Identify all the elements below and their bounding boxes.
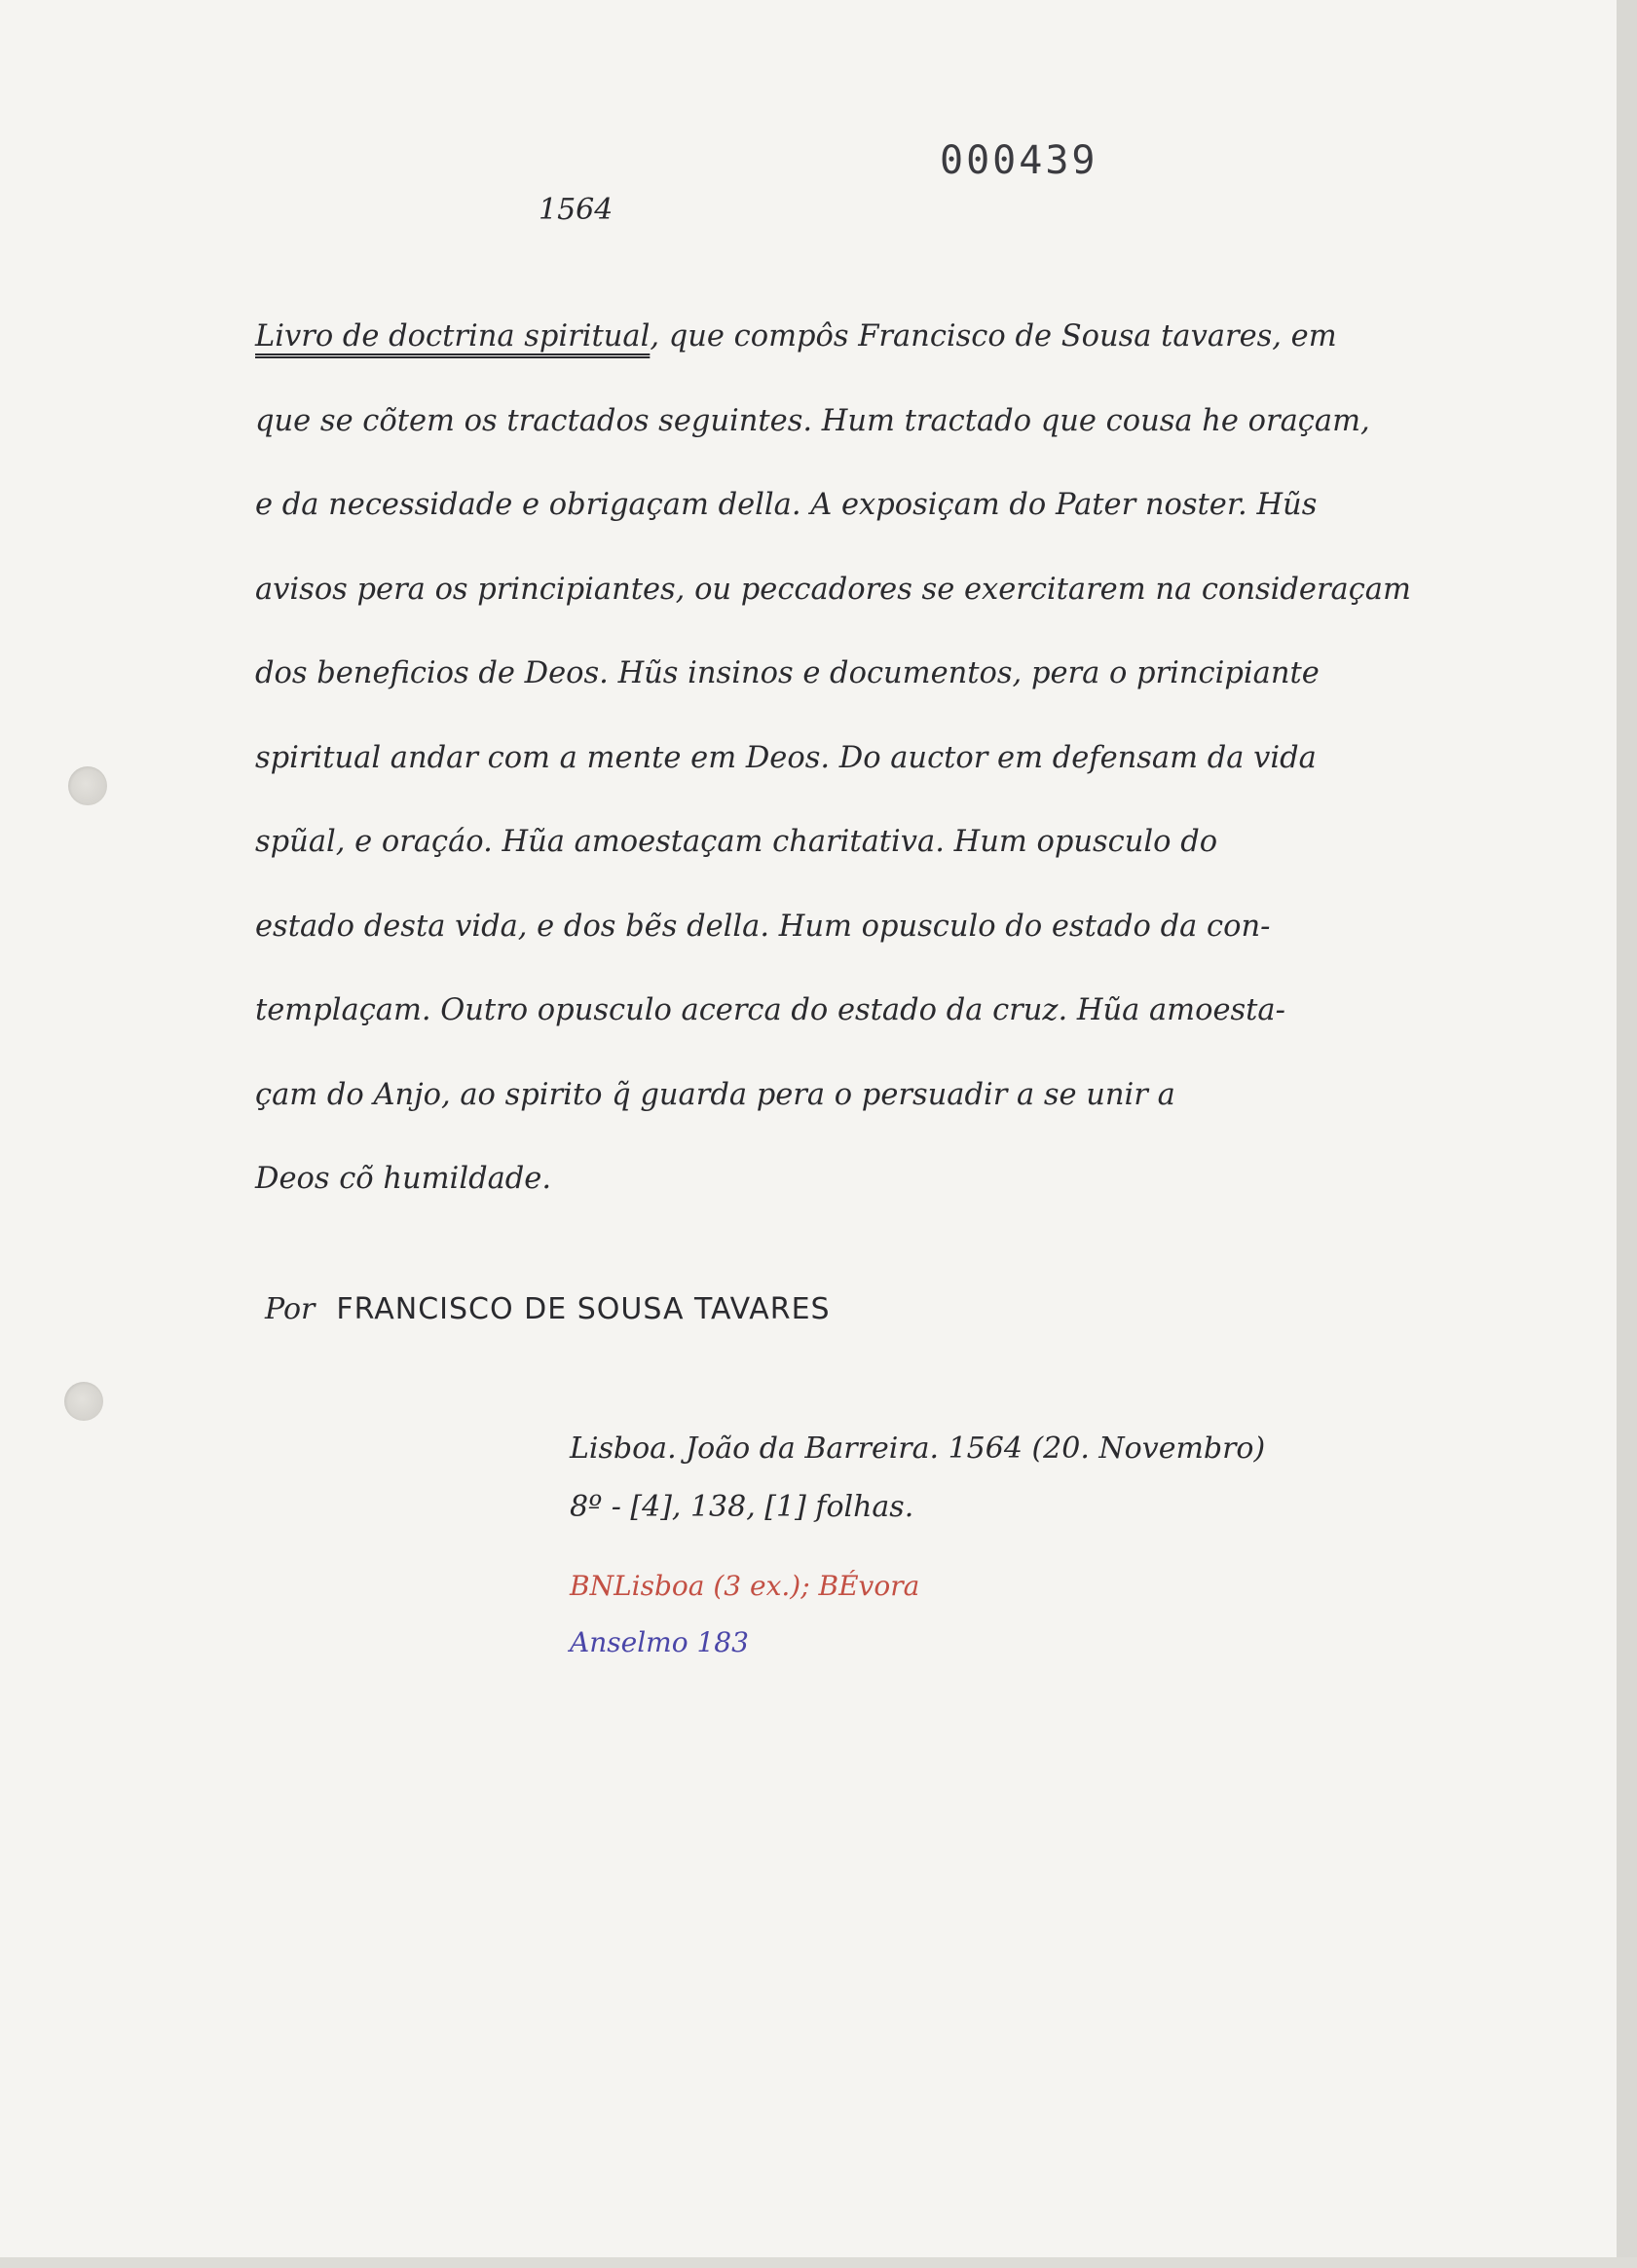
description-text: e da necessidade e obrigaçam della. A exposiçam do Pater noster. Hũs (255, 488, 1318, 522)
description-text: , que compôs Francisco de Sousa tavares, em (650, 319, 1337, 353)
description-text: templaçam. Outro opusculo acerca do estado da cruz. Hũa amoesta- (255, 993, 1285, 1027)
scan-edge-right (1617, 0, 1637, 2268)
description-text: avisos pera os principiantes, ou peccadores se exercitarem na consideraçam (255, 572, 1411, 607)
description-line (255, 656, 1320, 690)
description-line (255, 993, 1285, 1027)
publication-year: 1564 (539, 193, 614, 227)
author-name: FRANCISCO DE SOUSA TAVARES (336, 1292, 831, 1326)
description-text: estado desta vida, e dos bẽs della. Hum opusculo do estado da con- (255, 909, 1271, 944)
punch-hole-lower (64, 1382, 103, 1421)
author-line (265, 1292, 831, 1326)
bibliographic-reference: Anselmo 183 (570, 1626, 749, 1658)
holdings-note: BNLisboa (3 ex.); BÉvora (570, 1570, 920, 1602)
description-text: que se cõtem os tractados seguintes. Hum tractado que cousa he oraçam, (255, 403, 1370, 438)
punch-hole-upper (68, 766, 107, 805)
description-text: Deos cõ humildade. (255, 1162, 552, 1196)
description-line (255, 319, 1337, 353)
description-text: spũal, e oraçáo. Hũa amoestaçam charitativa. Hum opusculo do (255, 825, 1218, 859)
imprint-collation: 8º - [4], 138, [1] folhas. (570, 1490, 914, 1524)
description-line (255, 1162, 551, 1196)
description-text: dos beneficios de Deos. Hũs insinos e documentos, pera o principiante (255, 656, 1320, 690)
work-title: Livro de doctrina spiritual (255, 319, 651, 353)
description-line (255, 573, 1411, 607)
description-line (255, 404, 1370, 438)
description-line (255, 1078, 1175, 1112)
description-line (255, 910, 1270, 944)
description-line (255, 825, 1217, 859)
description-line (255, 488, 1317, 522)
description-text: çam do Anjo, ao spirito q̃ guarda pera o persuadir a se unir a (255, 1077, 1175, 1112)
description-line (255, 741, 1317, 775)
author-prefix: Por (265, 1292, 316, 1326)
control-number-stamp: 000439 (940, 138, 1098, 183)
imprint-publication: Lisboa. João da Barreira. 1564 (20. Novembro) (570, 1431, 1266, 1466)
scan-edge-bottom (0, 2257, 1637, 2268)
description-text: spiritual andar com a mente em Deos. Do auctor em defensam da vida (255, 740, 1317, 775)
